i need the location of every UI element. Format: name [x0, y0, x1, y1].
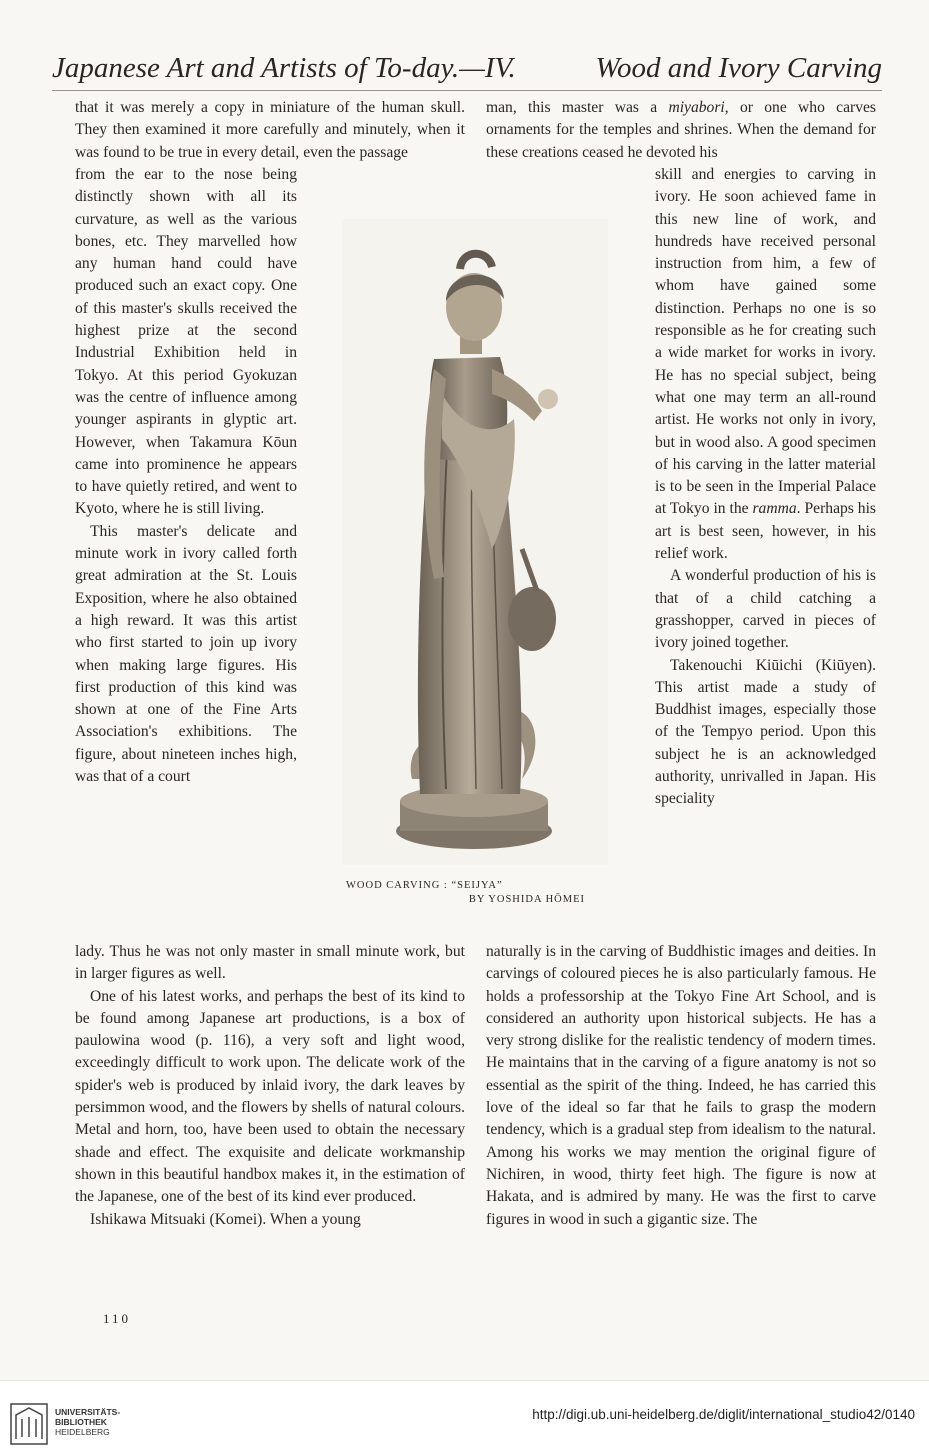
right-column-wrap	[655, 164, 876, 811]
left-column-top	[75, 97, 465, 164]
right-column-bottom	[486, 941, 876, 1231]
library-name: UNIVERSITÄTS- BIBLIOTHEK HEIDELBERG	[55, 1407, 121, 1437]
right-column-top	[486, 97, 876, 164]
paragraph: A wonderful production of his is that of a child catching a grasshopper, carved in pieces of ivory joined together.	[655, 567, 876, 652]
left-column-wrap	[75, 164, 297, 788]
caption-title: WOOD CARVING : “SEIJYA”	[346, 880, 503, 891]
header-rule	[52, 90, 882, 91]
paragraph: One of his latest works, and perhaps the best of its kind to be found among Japanese art productions, is a box of paulowina wood (p. 116), a very soft and light wood, exceedingly difficult to work upon. The delicate work of the spider's web is produced by inlaid ivory, the dark leaves by persimmon wood, and the flowers by shells of natural colours. Metal and horn, too, have been used to obtain the necessary shade and effect. The exquisite and delicate workmanship shown in this beautiful handbox makes it, in the estimation of the Japanese, one of the best of its kind ever produced.	[75, 987, 465, 1206]
university-library-logo-icon	[10, 1403, 48, 1445]
statue-photograph	[342, 219, 608, 865]
paragraph: that it was merely a copy in miniature of the human skull. They then examined it more carefully and minutely, when it was found to be true in every detail, even the passage	[75, 99, 465, 161]
source-url-link[interactable]: http://digi.ub.uni-heidelberg.de/diglit/international_studio42/0140	[532, 1407, 915, 1422]
paragraph: lady. Thus he was not only master in small minute work, but in larger figures as well.	[75, 943, 465, 983]
paragraph: Ishikawa Mitsuaki (Komei). When a young	[90, 1210, 361, 1228]
caption-artist: BY YOSHIDA HŌMEI	[468, 894, 585, 905]
figure-caption	[330, 880, 620, 905]
paragraph: naturally is in the carving of Buddhistic images and deities. In carvings of coloured pieces he is also particularly famous. He holds a professorship at the Tokyo Fine Art School, and is considered an authority upon historical subjects. He has a very strong dislike for the realistic tendency of modern times. He maintains that in the carving of a figure anatomy is not so essential as the spirit of the thing. Indeed, he has carried this love of the ideal so far that he fails to grasp the modern tendency, which is a gradual step from idealism to the natural. Among his works we may mention the original figure of Nichiren, in wood, thirty feet high. The figure is now at Hakata, and is admired by many. He was the first to carve figures in wood in such a gigantic size. The	[486, 943, 876, 1228]
running-head-title: Japanese Art and Artists of To-day.—IV.	[52, 52, 516, 84]
paragraph: man, this master was a miyabori, or one who carves ornaments for the temples and shrines. When the demand for these creations ceased he devoted his	[486, 99, 876, 161]
paragraph: This master's delicate and minute work in ivory called forth great admiration at the St. Louis Exposition, where he also obtained a high reward. It was this artist who first started to join up ivory when making large figures. His first production of this kind was shown at one of the Fine Arts Association's exhibitions. The figure, about nineteen inches high, was that of a court	[75, 522, 297, 786]
running-head-subtitle: Wood and Ivory Carving	[595, 52, 882, 84]
page-number: 110	[103, 1311, 132, 1326]
paragraph: from the ear to the nose being distinctly shown with all its curvature, as well as the various bones, etc. They marvelled how any human hand could have produced such an exact copy. One of this master's skulls received the highest prize at the second Industrial Exhibition held in Tokyo. At this period Gyokuzan was the centre of influence among younger aspirants in glyptic art. However, when Takamura Kōun came into prominence he appears to have quietly retired, and went to Kyoto, where he is still living.	[75, 166, 297, 518]
running-head	[52, 52, 882, 85]
left-column-bottom	[75, 941, 465, 1231]
digital-library-footer	[0, 1380, 929, 1454]
paragraph: Takenouchi Kiūichi (Kiūyen). This artist made a study of Buddhist images, especially those of the Tempyo period. Upon this subject he is an acknowledged authority, unrivalled in Japan. His speciality	[655, 656, 876, 808]
wood-carving-statue-illustration	[342, 219, 608, 865]
paragraph: skill and energies to carving in ivory. He soon achieved fame in this new line of work, and hundreds have received personal instruction from him, a few of whom have gained some distinction. Perhaps no one is so responsible as he for creating such a wide market for works in ivory. He has no special subject, being what one may term an all-round artist. He works not only in ivory, but in wood also. A good specimen of his carving in the latter material is to be seen in the Imperial Palace at Tokyo in the ramma. Perhaps his art is best seen, however, in his relief work.	[655, 166, 876, 563]
